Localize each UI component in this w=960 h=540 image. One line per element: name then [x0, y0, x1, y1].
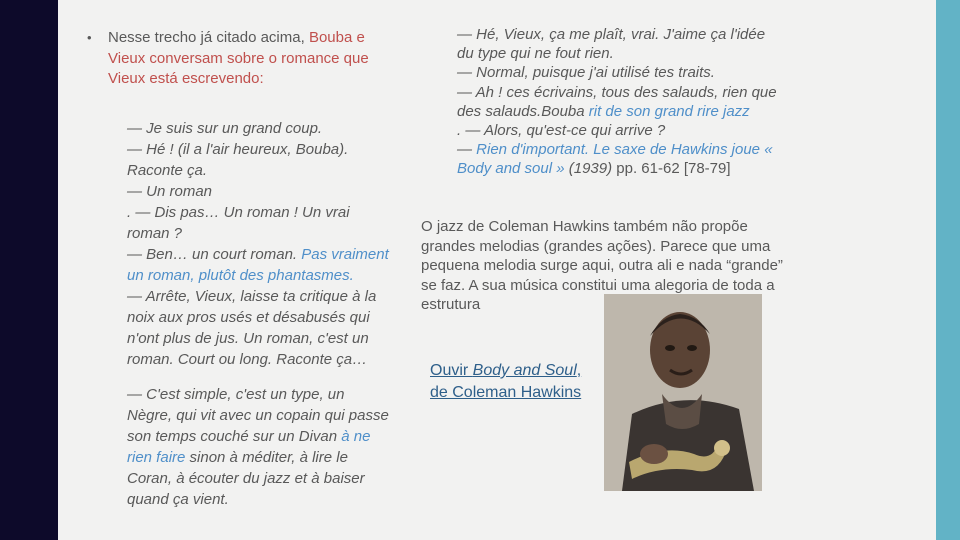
link-prefix[interactable]: Ouvir [430, 362, 473, 379]
quote-left-line-8-highlight: à ne rien faire [127, 428, 371, 466]
left-accent-bar [0, 0, 58, 540]
quote-right-line-3-highlight: rit de son grand rire jazz [588, 102, 750, 120]
quote-right-line-4: . — Alors, qu'est-ce qui arrive ? [457, 122, 666, 140]
quote-left-line-2: — Hé ! (il a l'air heureux, Bouba). [127, 141, 349, 158]
quote-left-line-8-text: — C'est simple, c'est un type, un Nègre, qui vit avec un copain qui passe son temps couché sur un Divan [127, 386, 389, 445]
quote-left-line-6-text: — Ben… un court roman. [127, 246, 302, 263]
quote-left-line-5: . — Dis pas… Un roman ! Un vrai roman ? [127, 204, 350, 242]
photo-image [604, 294, 762, 491]
quote-right-line-5-dash: — [457, 141, 477, 159]
quote-right-line-1: — Hé, Vieux, ça me plaît, vrai. J'aime ça l'idée du type qui ne fout rien. [457, 26, 766, 63]
bullet-item [87, 28, 377, 90]
quote-right-line-5-pages: pp. 61-62 [78-79] [612, 160, 731, 178]
photo-sax-bell [714, 440, 730, 456]
photo-hand [640, 444, 668, 464]
listen-link[interactable] [430, 360, 590, 403]
quote-left-line-1: — Je suis sur un grand coup. [127, 120, 323, 137]
quote-right-line-5 [457, 140, 785, 178]
quote-left-line-4: — Un roman [127, 183, 213, 200]
bullet-text-plain: Nesse trecho já citado acima, [108, 29, 309, 46]
quote-right-line-2: — Normal, puisque j'ai utilisé tes traits. [457, 64, 715, 82]
slide-canvas [58, 0, 936, 540]
bullet-text-highlight: Bouba e Vieux conversam sobre o romance que Vieux está escrevendo: [108, 29, 369, 87]
link-title[interactable]: Body and Soul [472, 362, 577, 379]
quote-right-line-5-highlight: Rien d'important. Le saxe de Hawkins joue « Body and soul » [457, 141, 773, 178]
quote-right [457, 25, 785, 179]
quote-right-line-5-year: (1939) [564, 160, 613, 178]
quote-right-line-3 [457, 83, 785, 121]
quote-left-line-6 [127, 244, 389, 286]
quote-left-line-6-highlight: Pas vraiment un roman, plutôt des phantasmes. [127, 246, 389, 284]
photo-eye-left [665, 345, 675, 351]
quote-left-line-8 [127, 384, 389, 510]
saxophonist-photo [604, 294, 762, 491]
right-accent-bar [936, 0, 960, 540]
link-suffix[interactable]: , de Coleman Hawkins [430, 362, 582, 401]
bullet-dot-icon: • [87, 30, 92, 45]
quote-left-gap [127, 370, 389, 384]
commentary-paragraph: O jazz de Coleman Hawkins também não propõe grandes melodias (grandes ações). Parece que uma pequena melodia surge aqui, outra ali e nada “grande” se faz. A sua música constitui uma alegoria de toda a estrutura [421, 218, 783, 313]
quote-right-line-3-text: — Ah ! ces écrivains, tous des salauds, rien que des salauds.Bouba [457, 83, 777, 120]
quote-left [127, 118, 389, 510]
quote-left-line-3: Raconte ça. [127, 162, 208, 179]
bullet-text [108, 28, 377, 90]
photo-eye-right [687, 345, 697, 351]
quote-left-line-8-end: sinon à méditer, à lire le Coran, à écouter du jazz et à baiser quand ça vient. [127, 449, 365, 508]
quote-left-line-7: — Arrête, Vieux, laisse ta critique à la noix aux pros usés et désabusés qui n'ont plus de jus. Un roman, c'est un roman. Court ou long. Raconte ça… [127, 288, 377, 368]
